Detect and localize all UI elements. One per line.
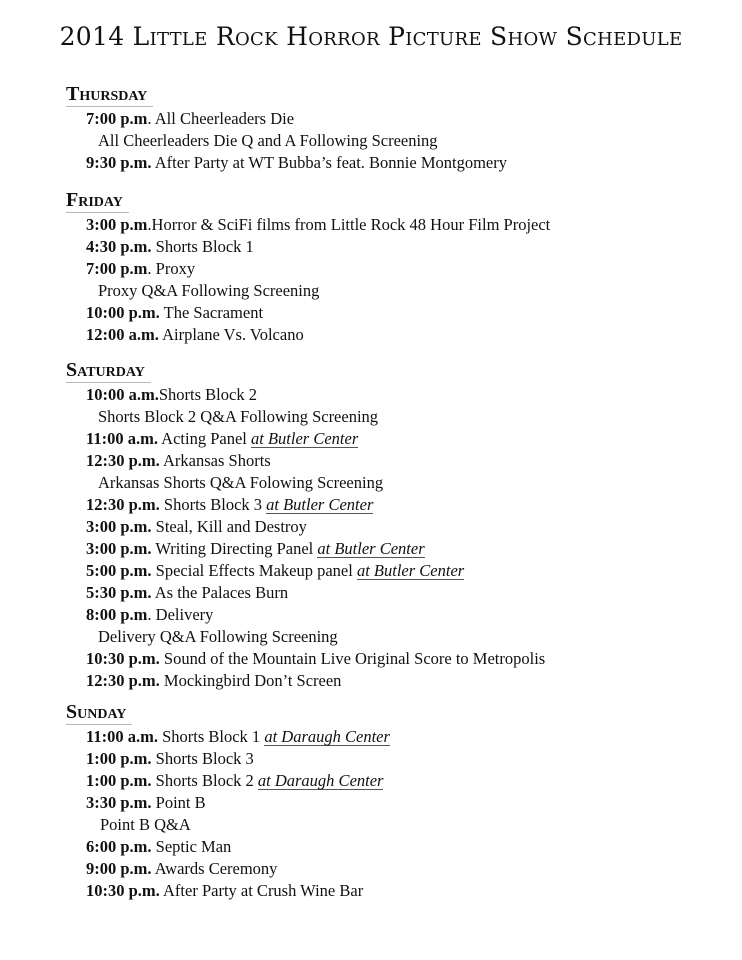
event-row [66,258,726,280]
event-time: 8:00 p.m [86,605,148,624]
event-row [66,108,726,130]
event-time: 1:00 p.m. [86,771,152,790]
event-location: at Butler Center [266,495,374,514]
event-row [66,450,726,472]
event-time: 10:00 p.m. [86,303,160,322]
day-heading: Saturday [66,358,151,383]
event-time: 9:00 p.m. [86,859,152,878]
event-time: 9:30 p.m. [86,153,152,172]
day-heading: Thursday [66,82,153,107]
event-note: Delivery Q&A Following Screening [98,627,338,646]
event-title: Acting Panel [157,429,247,448]
page-title: 2014 Little Rock Horror Picture Show Schedule [59,22,683,51]
event-location: at Daraugh Center [264,727,390,746]
event-row [66,428,726,450]
event-title: Shorts Block 2 [151,771,254,790]
event-note: Arkansas Shorts Q&A Folowing Screening [98,473,384,492]
event-title: . Proxy [147,259,196,278]
event-row [66,770,726,792]
day-section-sunday [66,700,726,902]
event-row [66,214,726,236]
event-note: All Cheerleaders Die Q and A Following Screening [98,131,438,150]
event-row [66,880,726,902]
event-row [66,384,726,406]
event-time: 7:00 p.m [86,109,148,128]
event-title: . Delivery [147,605,214,624]
day-section-saturday [66,358,726,692]
event-row [66,604,726,626]
event-row [66,538,726,560]
event-row [66,670,726,692]
event-title: Awards Ceremony [151,859,278,878]
event-time: 3:00 p.m. [86,517,152,536]
event-title: Steal, Kill and Destroy [151,517,307,536]
event-row [66,152,726,174]
day-heading: Sunday [66,700,132,725]
event-row [66,748,726,770]
event-time: 10:30 p.m. [86,649,160,668]
event-row [66,560,726,582]
event-title: Writing Directing Panel [151,539,314,558]
event-time: 12:30 p.m. [86,495,160,514]
event-title: After Party at Crush Wine Bar [159,881,364,900]
event-row [66,582,726,604]
event-row [66,494,726,516]
event-title: Airplane Vs. Volcano [158,325,304,344]
event-title: Arkansas Shorts [159,451,271,470]
event-time: 7:00 p.m [86,259,148,278]
event-title: . All Cheerleaders Die [147,109,295,128]
event-title: Shorts Block 3 [151,749,254,768]
event-location: at Butler Center [317,539,425,558]
event-row [66,792,726,814]
event-title: Shorts Block 2 [158,385,257,404]
event-row [66,858,726,880]
event-title: Sound of the Mountain Live Original Score to Metropolis [159,649,546,668]
event-title: As the Palaces Burn [151,583,289,602]
event-time: 5:30 p.m. [86,583,152,602]
event-title: .Horror & SciFi films from Little Rock 48 Hour Film Project [147,215,551,234]
event-time: 3:00 p.m [86,215,148,234]
event-row [66,302,726,324]
event-row [66,516,726,538]
event-time: 5:00 p.m. [86,561,152,580]
event-location: at Daraugh Center [257,771,384,790]
event-time: 12:30 p.m. [86,671,160,690]
event-row [66,236,726,258]
event-location: at Butler Center [356,561,465,580]
event-title: Shorts Block 1 [157,727,261,746]
event-note: Point B Q&A [100,815,191,834]
event-time: 12:00 a.m. [86,325,159,344]
day-section-friday [66,188,726,346]
day-heading: Friday [66,188,129,213]
event-title: After Party at WT Bubba’s feat. Bonnie Montgomery [151,153,507,172]
event-time: 1:00 p.m. [86,749,152,768]
event-time: 10:30 p.m. [86,881,160,900]
event-title: Shorts Block 1 [151,237,254,256]
event-note: Proxy Q&A Following Screening [98,281,320,300]
event-note: Shorts Block 2 Q&A Following Screening [98,407,379,426]
event-time: 3:30 p.m. [86,793,152,812]
event-row [66,726,726,748]
event-time: 4:30 p.m. [86,237,152,256]
event-time: 11:00 a.m. [86,429,158,448]
day-section-thursday [66,82,726,174]
event-row [66,324,726,346]
event-title: Shorts Block 3 [159,495,263,514]
event-title: Point B [151,793,206,812]
event-title: Special Effects Makeup panel [151,561,353,580]
event-row [66,648,726,670]
event-time: 3:00 p.m. [86,539,152,558]
event-time: 10:00 a.m. [86,385,159,404]
event-time: 11:00 a.m. [86,727,158,746]
event-time: 6:00 p.m. [86,837,152,856]
event-title: The Sacrament [159,303,264,322]
event-title: Septic Man [151,837,232,856]
event-title: Mockingbird Don’t Screen [159,671,342,690]
event-time: 12:30 p.m. [86,451,160,470]
event-location: at Butler Center [251,429,359,448]
event-row [66,836,726,858]
